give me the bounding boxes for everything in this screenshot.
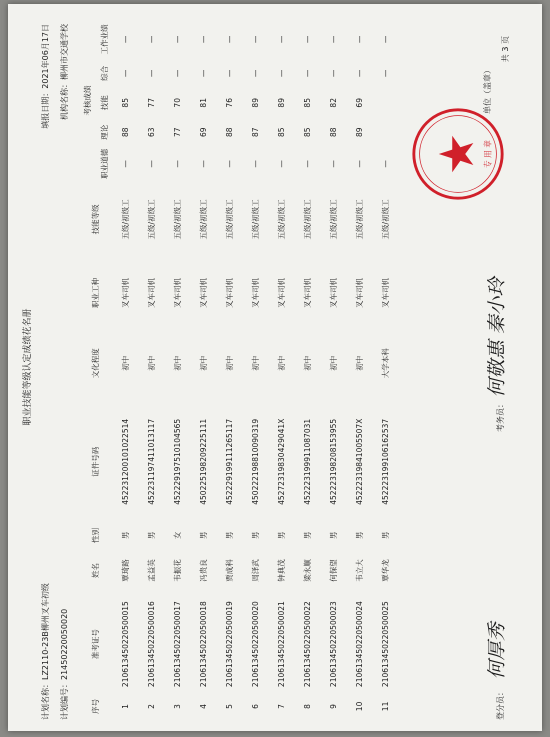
table-cell: 10 <box>354 701 364 712</box>
col-header: 准考证号 <box>90 629 100 660</box>
table-cell: 叉车司机 <box>198 278 208 309</box>
fill-date <box>40 24 51 129</box>
table-row <box>372 20 398 720</box>
col-subheader: 工作业绩 <box>99 24 109 55</box>
table-cell: 男 <box>354 531 364 540</box>
table-cell: 五级/初级工 <box>250 199 260 240</box>
table-cell: 男 <box>198 531 208 540</box>
rotated-page <box>12 6 538 728</box>
table-cell: — <box>276 160 286 168</box>
table-cell: 452223199106162537 <box>380 418 390 505</box>
table-cell: 450222198810090319 <box>250 418 260 505</box>
table-cell: 89 <box>276 98 286 108</box>
col-header: 性别 <box>90 527 100 543</box>
table-cell: 210613450220500025 <box>380 601 390 688</box>
table-cell: 冯贵良 <box>198 559 208 582</box>
table-cell: — <box>198 69 208 78</box>
table-cell: 77 <box>172 127 182 137</box>
examiner-handwriting: 何敬惠 秦小玲 <box>486 277 508 398</box>
table-cell: 450225198209225111 <box>198 418 208 505</box>
table-cell: 男 <box>250 531 260 540</box>
table-cell: 男 <box>276 531 286 540</box>
table-cell: 210613450220500021 <box>276 601 286 688</box>
col-subheader: 综合 <box>99 65 109 81</box>
table-cell: — <box>328 69 338 78</box>
table-cell <box>372 118 398 147</box>
plan-name-value: LZ2110-23B柳州叉车初级 <box>41 583 50 680</box>
fill-date-label: 填报日期： <box>41 88 50 129</box>
table-cell: — <box>250 69 260 78</box>
table-cell: 452223198208153955 <box>328 418 338 505</box>
table-cell: 210613450220500022 <box>302 601 312 688</box>
table-cell: 叉车司机 <box>120 278 130 309</box>
table-cell: 覃琦路 <box>120 559 130 582</box>
table-cell: 五级/初级工 <box>172 199 182 240</box>
table-cell: — <box>224 160 234 168</box>
table-cell: 452223199911087031 <box>302 418 312 505</box>
table-cell: 45272319830429041X <box>276 418 286 505</box>
table-cell: 叉车司机 <box>380 278 390 309</box>
table-cell: — <box>250 160 260 168</box>
plan-name-label: 计划名称： <box>41 680 50 720</box>
table-cell: 叉车司机 <box>302 278 312 309</box>
examiner-signature <box>482 277 509 432</box>
col-header-group: 考核成绩 <box>82 85 92 116</box>
table-cell: 初中 <box>354 355 364 371</box>
table-cell: 叉车司机 <box>172 278 182 309</box>
table-cell: — <box>354 35 364 44</box>
table-cell: — <box>276 69 286 78</box>
table-cell: 覃华龙 <box>380 559 390 582</box>
table-cell: — <box>328 35 338 44</box>
organization-label: 机构名称： <box>60 80 69 120</box>
registrar-handwriting: 何厚秀 <box>486 622 508 680</box>
table-cell: 男 <box>224 531 234 540</box>
table-cell: 五级/初级工 <box>198 199 208 240</box>
table-cell: 五级/初级工 <box>302 199 312 240</box>
table-cell: 88 <box>120 127 130 137</box>
organization <box>59 24 70 120</box>
plan-number-label: 计划编号： <box>60 680 69 720</box>
plan-number-value: 21450220050020 <box>60 608 69 680</box>
table-header-row <box>78 20 96 720</box>
table-cell: 85 <box>276 127 286 137</box>
table-cell: — <box>146 35 156 44</box>
table-cell: — <box>250 35 260 44</box>
table-row <box>320 20 346 720</box>
col-subheader: 理论 <box>99 124 109 140</box>
col-header: 技能等级 <box>90 204 100 235</box>
table-cell: 210613450220500019 <box>224 601 234 688</box>
table-body <box>112 20 398 720</box>
examiner-label: 考务员： <box>496 400 505 432</box>
col-header: 证件号码 <box>90 446 100 477</box>
table-cell: 45222319841005507X <box>354 418 364 505</box>
registrar-label: 登分员： <box>496 688 505 720</box>
table-cell: 1 <box>120 704 130 709</box>
table-cell: 85 <box>120 98 130 108</box>
table-cell: 初中 <box>328 355 338 371</box>
table-cell: 210613450220500017 <box>172 601 182 688</box>
fill-date-value: 2021年06月17日 <box>41 24 50 89</box>
col-subheader: 技能 <box>99 95 109 111</box>
table-row <box>294 20 320 720</box>
table-cell: — <box>120 69 130 78</box>
table-cell: 76 <box>224 98 234 108</box>
table-cell: 210613450220500015 <box>120 601 130 688</box>
table-cell: 五级/初级工 <box>354 199 364 240</box>
table-cell: 452229197510104565 <box>172 418 182 505</box>
table-cell: 五级/初级工 <box>120 199 130 240</box>
table-cell: — <box>302 160 312 168</box>
table-cell: 五级/初级工 <box>224 199 234 240</box>
table-row <box>112 20 138 720</box>
table-cell: 男 <box>302 531 312 540</box>
table-cell: 81 <box>198 98 208 108</box>
table-cell: 男 <box>146 531 156 540</box>
unit-seal-label: 单位（盖章） <box>483 66 492 114</box>
table-cell: 82 <box>328 98 338 108</box>
table-cell: 69 <box>198 127 208 137</box>
table-cell: 叉车司机 <box>250 278 260 309</box>
table-cell: 韦振花 <box>172 559 182 582</box>
table-cell: 11 <box>380 701 390 712</box>
table-cell: 8 <box>302 704 312 709</box>
table-cell: — <box>380 160 390 168</box>
table-row <box>138 20 164 720</box>
table-cell: 7 <box>276 704 286 709</box>
table-cell: 大学本科 <box>380 348 390 379</box>
table-cell: 452229199111265117 <box>224 418 234 505</box>
table-cell: 77 <box>146 98 156 108</box>
col-header: 职业工种 <box>90 278 100 309</box>
table-cell: 初中 <box>276 355 286 371</box>
red-official-seal <box>410 106 506 202</box>
table-cell: — <box>276 35 286 44</box>
table-cell: 初中 <box>120 355 130 371</box>
table-cell: — <box>380 35 390 44</box>
col-subheader: 职业道德 <box>99 148 109 179</box>
table-cell: 85 <box>302 127 312 137</box>
table-cell: — <box>302 69 312 78</box>
table-cell: — <box>120 160 130 168</box>
registrar-signature <box>482 622 509 720</box>
table-cell: 210613450220500016 <box>146 601 156 688</box>
table-cell: 叉车司机 <box>328 278 338 309</box>
table-row <box>268 20 294 720</box>
table-cell: 210613450220500018 <box>198 601 208 688</box>
table-cell: — <box>146 69 156 78</box>
table-cell: 初中 <box>302 355 312 371</box>
table-cell: — <box>172 160 182 168</box>
table-cell: 89 <box>354 127 364 137</box>
table-cell: 韦立大 <box>354 559 364 582</box>
table-cell: — <box>172 69 182 78</box>
table-row <box>190 20 216 720</box>
table-cell: 69 <box>354 98 364 108</box>
col-header: 姓名 <box>90 563 100 579</box>
page-count: 共 3 页 <box>501 36 510 63</box>
table-cell: 6 <box>250 704 260 709</box>
table-cell: 210613450220500024 <box>354 601 364 688</box>
table-cell: 3 <box>172 704 182 709</box>
organization-value: 柳州市交通学校 <box>60 24 69 80</box>
table-cell: — <box>380 69 390 78</box>
table-cell: 钟典茂 <box>276 559 286 582</box>
table-cell: 初中 <box>172 355 182 371</box>
table-cell: — <box>224 69 234 78</box>
table-cell: 452231197411013117 <box>146 418 156 505</box>
table-cell: 初中 <box>198 355 208 371</box>
table-cell: — <box>328 160 338 168</box>
scanned-document <box>8 4 542 731</box>
table-cell: 4 <box>198 704 208 709</box>
plan-name <box>40 583 51 720</box>
col-header: 文化程度 <box>90 348 100 379</box>
table-cell: 贾成科 <box>224 559 234 582</box>
table-cell: 5 <box>224 704 234 709</box>
table-cell: 88 <box>224 127 234 137</box>
table-cell: 初中 <box>250 355 260 371</box>
table-cell: 五级/初级工 <box>276 199 286 240</box>
table-cell: — <box>224 35 234 44</box>
table-cell: 叉车司机 <box>276 278 286 309</box>
table-cell: 9 <box>328 704 338 709</box>
table-cell: 88 <box>328 127 338 137</box>
table-cell: — <box>302 35 312 44</box>
results-table <box>78 20 398 720</box>
table-cell: — <box>172 35 182 44</box>
table-cell: 何保望 <box>328 559 338 582</box>
table-cell: 87 <box>250 127 260 137</box>
table-row <box>346 20 372 720</box>
table-cell: 210613450220500023 <box>328 601 338 688</box>
table-cell: 周泽武 <box>250 559 260 582</box>
table-cell: 210613450220500020 <box>250 601 260 688</box>
table-cell: — <box>120 35 130 44</box>
table-cell: — <box>198 35 208 44</box>
document-title: 职业技能等级认定成绩花名册 <box>23 308 33 426</box>
table-cell: 63 <box>146 127 156 137</box>
plan-number <box>59 609 70 720</box>
table-cell: 85 <box>302 98 312 108</box>
table-cell: — <box>146 160 156 168</box>
table-cell: 五级/初级工 <box>328 199 338 240</box>
table-cell: 梁永顺 <box>302 559 312 582</box>
table-cell: 70 <box>172 98 182 108</box>
table-cell: 五级/初级工 <box>146 199 156 240</box>
table-row <box>242 20 268 720</box>
table-cell: — <box>198 160 208 168</box>
table-cell: 男 <box>328 531 338 540</box>
table-cell: — <box>354 160 364 168</box>
table-cell: — <box>354 69 364 78</box>
table-row <box>164 20 190 720</box>
table-cell: 五级/初级工 <box>380 199 390 240</box>
table-cell: 初中 <box>146 355 156 371</box>
col-header: 序号 <box>90 698 100 714</box>
table-cell: 叉车司机 <box>354 278 364 309</box>
table-cell: 452231200101022514 <box>120 418 130 505</box>
table-cell: 叉车司机 <box>224 278 234 309</box>
table-cell: 孟益英 <box>146 559 156 582</box>
table-cell: 2 <box>146 704 156 709</box>
table-cell: 89 <box>250 98 260 108</box>
svg-text:专 用 章: 专 用 章 <box>483 140 493 168</box>
table-cell: 叉车司机 <box>146 278 156 309</box>
table-cell: 初中 <box>224 355 234 371</box>
table-row <box>216 20 242 720</box>
table-cell: 男 <box>120 531 130 540</box>
table-cell <box>372 88 398 117</box>
table-cell: 男 <box>380 531 390 540</box>
table-cell: 女 <box>172 531 182 540</box>
